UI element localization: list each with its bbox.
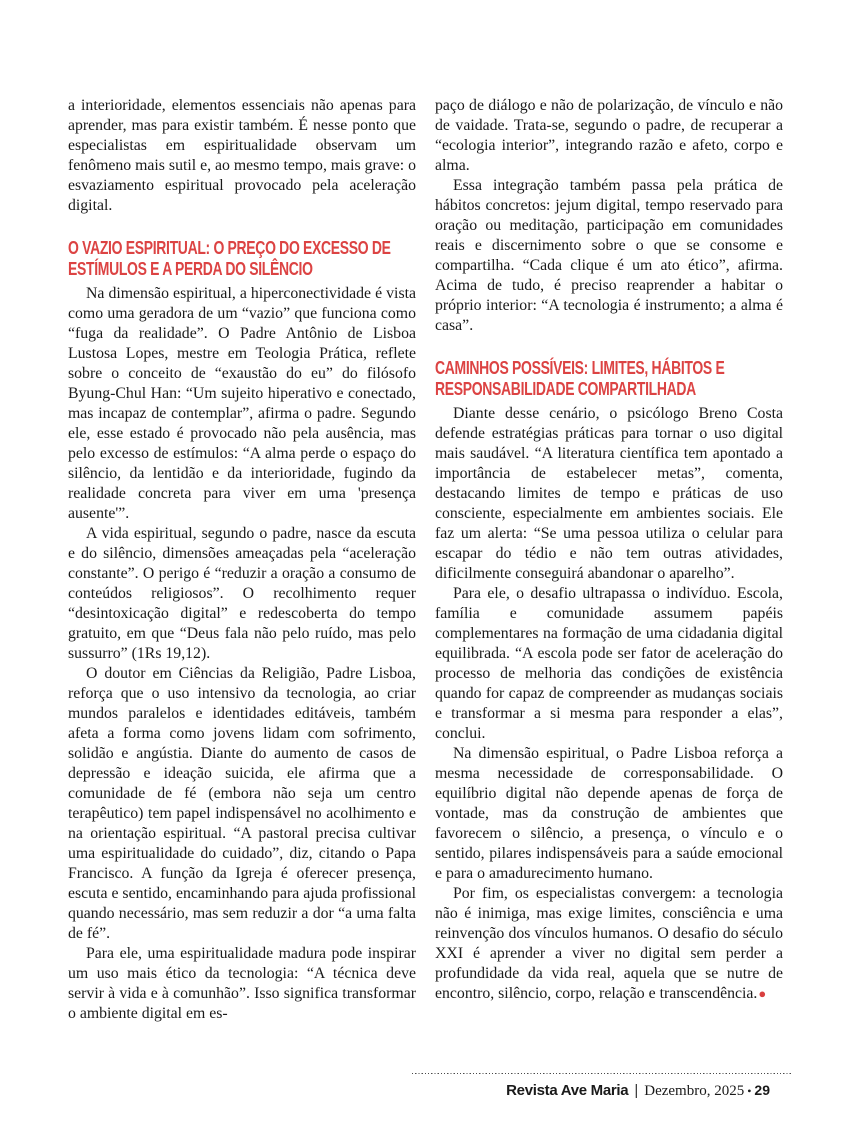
paragraph-continuation: a interioridade, elementos essenciais não apenas para aprender, mas para existir também. É nesse ponto que especialistas em espiritualidade observam um fenômeno mais sutil e, ao mesmo tempo, mais grave: o esvaziamento espiritual provocado pela aceleração digital. — [68, 97, 416, 214]
footer-dotted-divider — [412, 1073, 792, 1075]
paragraph-last — [435, 884, 783, 1004]
paragraph-text: Por fim, os especialistas convergem: a tecnologia não é inimiga, mas exige limites, consciência e uma reinvenção dos vínculos humanos. O desafio do século XXI é aprender a viver no digital sem perder a profundidade da vida real, aquela que se nutre de encontro, silêncio, corpo, relação e transcendência. — [435, 885, 783, 1002]
article-column-left — [68, 96, 416, 1024]
footer-bullet: • — [747, 1084, 752, 1098]
page-number: 29 — [754, 1082, 770, 1098]
issue-date: Dezembro, 2025 — [644, 1083, 745, 1099]
paragraph: A vida espiritual, segundo o padre, nasce da escuta e do silêncio, dimensões ameaçadas pela “aceleração constante”. O perigo é “reduzir a oração a consumo de conteúdos religiosos”. O recolhimento requer “desintoxicação digital” e redescoberta do tempo gratuito, em que “Deus fala não pelo ruído, mas pelo sussurro” (1Rs 19,12). — [68, 525, 416, 662]
paragraph: Na dimensão espiritual, o Padre Lisboa reforça a mesma necessidade de corresponsabilidade. O equilíbrio digital não depende apenas de força de vontade, mas da construção de ambientes que favorecem o silêncio, a presença, o vínculo e o sentido, pilares indispensáveis para a saúde emocional e para o amadurecimento humano. — [435, 745, 783, 882]
paragraph: O doutor em Ciências da Religião, Padre Lisboa, reforça que o uso intensivo da tecnologia, ao criar mundos paralelos e identidades editáveis, também afeta a forma como jovens lidam com sofrimento, solidão e angústia. Diante do aumento de casos de depressão e ideação suicida, ele afirma que a comunidade de fé (embora não seja um centro terapêutico) tem papel indispensável no acolhimento e na orientação espiritual. “A pastoral precisa cultivar uma espiritualidade do cuidado”, diz, citando o Papa Francisco. A função da Igreja é oferecer presença, escuta e sentido, encaminhando para ajuda profissional quando necessário, mas sem reduzir a dor “a uma falta de fé”. — [68, 665, 416, 942]
footer — [412, 1082, 792, 1100]
paragraph: Na dimensão espiritual, a hiperconectividade é vista como uma geradora de um “vazio” que funciona como “fuga da realidade”. O Padre Antônio de Lisboa Lustosa Lopes, mestre em Teologia Prática, reflete sobre o conceito de “exaustão do eu” do filósofo Byung-Chul Han: “Um sujeito hiperativo e conectado, mas incapaz de contemplar”, afirma o padre. Segundo ele, esse estado é provocado não pela ausência, mas pelo excesso de estímulos: “A alma perde o espaço do silêncio, da lentidão e da interioridade, fugindo da realidade concreta para viver em uma 'presença ausente'”. — [68, 285, 416, 522]
magazine-name: Revista Ave Maria — [506, 1082, 629, 1099]
paragraph: Essa integração também passa pela prática de hábitos concretos: jejum digital, tempo reservado para oração ou meditação, participação em comunidades reais e discernimento sobre o que se consome e compartilha. “Cada clique é um ato ético”, afirma. Acima de tudo, é preciso reaprender a habitar o próprio interior: “A tecnologia é instrumento; a alma é casa”. — [435, 177, 783, 334]
section-heading-caminhos-possiveis: CAMINHOS POSSÍVEIS: LIMITES, HÁBITOS E RESPONSABILIDADE COMPARTILHADA — [435, 358, 725, 399]
paragraph: Para ele, o desafio ultrapassa o indivíduo. Escola, família e comunidade assumem papéis complementares na formação de uma cidadania digital equilibrada. “A escola pode ser fator de aceleração do processo de melhoria das condições de existência quando for capaz de compreender as mudanças sociais e transformar a si mesma para responder a elas”, conclui. — [435, 585, 783, 742]
paragraph: Para ele, uma espiritualidade madura pode inspirar um uso mais ético da tecnologia: “A técnica deve servir à vida e à comunhão”. Isso significa transformar o ambiente digital em es- — [68, 945, 416, 1022]
footer-separator: | — [634, 1082, 639, 1099]
paragraph: Diante desse cenário, o psicólogo Breno Costa defende estratégias práticas para tornar o uso digital mais saudável. “A literatura científica tem apontado a importância de estabelecer metas”, comenta, destacando limites de tempo e práticas de uso consciente, especialmente em ambientes sociais. Ele faz um alerta: “Se uma pessoa utiliza o celular para escapar do tédio e não tem outras atividades, dificilmente conseguirá abandonar o aparelho”. — [435, 405, 783, 582]
article-body — [68, 96, 784, 1024]
paragraph-continuation: paço de diálogo e não de polarização, de vínculo e não de vaidade. Trata-se, segundo o padre, de recuperar a “ecologia interior”, integrando razão e afeto, corpo e alma. — [435, 97, 783, 174]
article-column-right — [435, 96, 783, 1024]
section-heading-vazio-espiritual: O VAZIO ESPIRITUAL: O PREÇO DO EXCESSO DE ESTÍMULOS E A PERDA DO SILÊNCIO — [68, 238, 391, 279]
end-of-article-dot-icon: ● — [758, 986, 767, 1001]
